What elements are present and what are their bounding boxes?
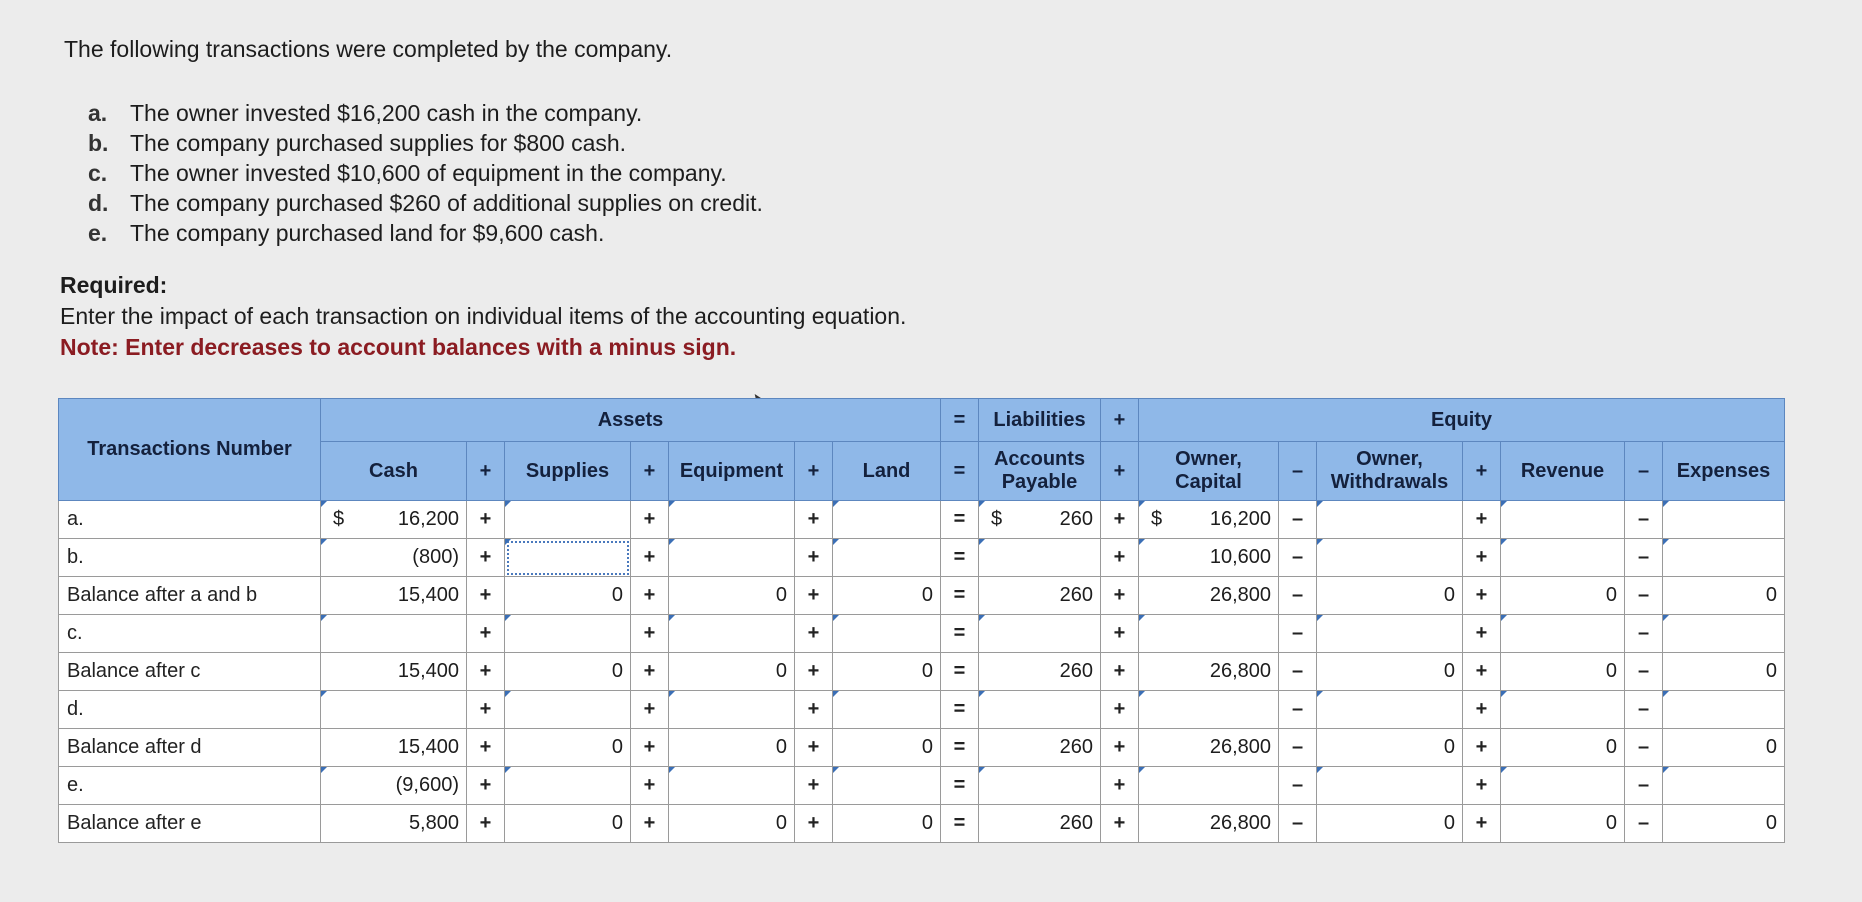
transaction-text: The company purchased supplies for $800 cash. [130,130,627,156]
transaction-item [88,158,763,188]
owner-withdrawals-input[interactable] [1317,539,1463,577]
revenue-input[interactable] [1501,691,1625,729]
plus-sign: + [631,615,669,653]
header-owner-capital [1139,442,1279,501]
header-plus: + [1101,399,1139,442]
supplies-input[interactable] [505,767,631,805]
cash-input[interactable] [321,501,467,539]
minus-sign: – [1279,767,1317,805]
revenue-input[interactable] [1501,501,1625,539]
transaction-letter: c. [88,160,108,186]
header-plus: + [795,442,833,501]
plus-sign: + [795,577,833,615]
plus-sign: + [631,767,669,805]
owner-withdrawals-value: 0 [1317,729,1463,767]
equals-sign: = [941,653,979,691]
minus-sign: – [1279,539,1317,577]
plus-sign: + [795,653,833,691]
header-plus: + [1101,442,1139,501]
required-heading: Required: [60,272,168,298]
plus-sign: + [631,729,669,767]
plus-sign: + [1463,767,1501,805]
header-revenue: Revenue [1501,442,1625,501]
accounts-payable-input[interactable] [979,501,1101,539]
header-accounts-payable [979,442,1101,501]
plus-sign: + [1463,691,1501,729]
plus-sign: + [1463,805,1501,843]
header-owner-withdrawals-line1: Owner, [1356,448,1423,470]
row-label: Balance after e [59,805,321,843]
accounts-payable-value: 260 [979,577,1101,615]
accounts-payable-value: 260 [979,805,1101,843]
supplies-input[interactable] [505,539,631,577]
header-transactions-number: Transactions Number [59,399,321,501]
transaction-text: The owner invested $16,200 cash in the company. [130,100,643,126]
table-row [59,501,1785,539]
plus-sign: + [795,767,833,805]
header-cash: Cash [321,442,467,501]
transaction-letter: e. [88,220,108,246]
land-input[interactable] [833,691,941,729]
plus-sign: + [1101,615,1139,653]
table-row [59,805,1785,843]
plus-sign: + [467,729,505,767]
accounts-payable-input[interactable] [979,691,1101,729]
minus-sign: – [1625,729,1663,767]
plus-sign: + [1101,501,1139,539]
cash-value: 15,400 [321,729,467,767]
owner-capital-value: 16,200 [1209,508,1271,530]
table-row [59,729,1785,767]
cash-value: 15,400 [321,577,467,615]
note-text: Note: Enter decreases to account balances with a minus sign. [60,334,737,360]
minus-sign: – [1625,501,1663,539]
plus-sign: + [795,615,833,653]
supplies-input[interactable] [505,615,631,653]
revenue-value: 0 [1501,577,1625,615]
plus-sign: + [1463,653,1501,691]
accounts-payable-value: 260 [979,653,1101,691]
plus-sign: + [1101,539,1139,577]
header-owner-withdrawals-line2: Withdrawals [1330,471,1449,493]
header-expenses: Expenses [1663,442,1785,501]
header-accounts-payable-line1: Accounts [993,448,1086,470]
land-value: 0 [833,577,941,615]
cash-value: 16,200 [397,508,459,530]
equals-sign: = [941,539,979,577]
transaction-text: The company purchased land for $9,600 cash. [130,220,605,246]
table-row [59,691,1785,729]
row-label: d. [59,691,321,729]
supplies-value: 0 [505,805,631,843]
header-equals: = [941,399,979,442]
table-row [59,767,1785,805]
owner-capital-input[interactable] [1139,501,1279,539]
minus-sign: – [1625,691,1663,729]
owner-capital-input[interactable] [1139,767,1279,805]
equals-sign: = [941,615,979,653]
row-label: b. [59,539,321,577]
land-input[interactable] [833,767,941,805]
plus-sign: + [631,577,669,615]
equipment-input[interactable] [669,615,795,653]
equals-sign: = [941,767,979,805]
transaction-item [88,128,763,158]
land-value: 0 [833,729,941,767]
minus-sign: – [1625,653,1663,691]
expenses-input[interactable] [1663,501,1785,539]
owner-withdrawals-input[interactable] [1317,501,1463,539]
minus-sign: – [1625,767,1663,805]
header-equity: Equity [1139,399,1785,442]
equals-sign: = [941,577,979,615]
plus-sign: + [795,539,833,577]
plus-sign: + [795,691,833,729]
equipment-input[interactable] [669,691,795,729]
header-liabilities: Liabilities [979,399,1101,442]
owner-capital-value: 26,800 [1139,577,1279,615]
owner-withdrawals-input[interactable] [1317,767,1463,805]
transaction-letter: a. [88,100,108,126]
equals-sign: = [941,729,979,767]
plus-sign: + [467,577,505,615]
expenses-value: 0 [1663,729,1785,767]
revenue-value: 0 [1501,805,1625,843]
owner-capital-value: 26,800 [1139,805,1279,843]
expenses-input[interactable] [1663,615,1785,653]
currency-symbol: $ [991,508,1003,530]
intro-text: The following transactions were completed by the company. [64,36,673,62]
plus-sign: + [795,729,833,767]
plus-sign: + [631,653,669,691]
expenses-input[interactable] [1663,539,1785,577]
equipment-input[interactable] [669,501,795,539]
equipment-value: 0 [669,805,795,843]
plus-sign: + [1463,729,1501,767]
plus-sign: + [467,501,505,539]
equipment-input[interactable] [669,539,795,577]
currency-symbol: $ [333,508,345,530]
plus-sign: + [631,539,669,577]
currency-symbol: $ [1151,508,1163,530]
minus-sign: – [1279,615,1317,653]
accounts-payable-input[interactable] [979,615,1101,653]
owner-capital-value: 26,800 [1139,729,1279,767]
plus-sign: + [467,653,505,691]
equals-sign: = [941,501,979,539]
plus-sign: + [1101,653,1139,691]
plus-sign: + [1463,615,1501,653]
header-equals: = [941,442,979,501]
owner-capital-input[interactable] [1139,615,1279,653]
land-value: 0 [833,805,941,843]
plus-sign: + [467,539,505,577]
plus-sign: + [631,501,669,539]
row-label: Balance after a and b [59,577,321,615]
plus-sign: + [1463,501,1501,539]
accounts-payable-input[interactable] [979,767,1101,805]
header-owner-withdrawals [1317,442,1463,501]
supplies-value: 0 [505,653,631,691]
minus-sign: – [1279,653,1317,691]
expenses-input[interactable] [1663,691,1785,729]
required-text: Enter the impact of each transaction on individual items of the accounting equation. [60,303,907,329]
plus-sign: + [467,691,505,729]
transaction-letter: d. [88,190,109,216]
revenue-input[interactable] [1501,615,1625,653]
plus-sign: + [1463,577,1501,615]
plus-sign: + [631,691,669,729]
revenue-input[interactable] [1501,767,1625,805]
table-row [59,577,1785,615]
supplies-value: 0 [505,729,631,767]
minus-sign: – [1625,805,1663,843]
header-owner-capital-line1: Owner, [1175,448,1242,470]
header-plus: + [467,442,505,501]
transaction-item [88,218,763,248]
cash-input[interactable] [321,615,467,653]
table-row [59,539,1785,577]
plus-sign: + [467,615,505,653]
header-assets: Assets [321,399,941,442]
equipment-value: 0 [669,729,795,767]
owner-capital-value: 26,800 [1139,653,1279,691]
equals-sign: = [941,691,979,729]
minus-sign: – [1625,615,1663,653]
owner-withdrawals-value: 0 [1317,577,1463,615]
revenue-input[interactable] [1501,539,1625,577]
land-input[interactable] [833,615,941,653]
plus-sign: + [467,805,505,843]
minus-sign: – [1279,577,1317,615]
plus-sign: + [1101,805,1139,843]
plus-sign: + [1101,767,1139,805]
land-input[interactable] [833,501,941,539]
minus-sign: – [1279,501,1317,539]
header-plus: + [1463,442,1501,501]
header-minus: – [1279,442,1317,501]
cash-input[interactable]: (800) [321,539,467,577]
land-value: 0 [833,653,941,691]
transaction-text: The company purchased $260 of additional supplies on credit. [130,190,763,216]
plus-sign: + [795,805,833,843]
table-row [59,615,1785,653]
equipment-value: 0 [669,653,795,691]
accounting-equation-table [58,398,1785,843]
owner-withdrawals-value: 0 [1317,805,1463,843]
equals-sign: = [941,805,979,843]
equipment-value: 0 [669,577,795,615]
equipment-input[interactable] [669,767,795,805]
minus-sign: – [1625,577,1663,615]
plus-sign: + [795,501,833,539]
minus-sign: – [1279,691,1317,729]
owner-capital-input[interactable] [1139,691,1279,729]
transaction-list [88,98,763,248]
expenses-value: 0 [1663,653,1785,691]
header-plus: + [631,442,669,501]
row-label: c. [59,615,321,653]
land-input[interactable] [833,539,941,577]
minus-sign: – [1279,805,1317,843]
plus-sign: + [1101,729,1139,767]
transaction-item [88,98,763,128]
accounts-payable-input[interactable] [979,539,1101,577]
cash-value: 5,800 [321,805,467,843]
revenue-value: 0 [1501,729,1625,767]
header-equipment: Equipment [669,442,795,501]
table-row [59,653,1785,691]
transaction-text: The owner invested $10,600 of equipment in the company. [130,160,727,186]
header-land: Land [833,442,941,501]
plus-sign: + [1463,539,1501,577]
cash-value: 15,400 [321,653,467,691]
row-label: Balance after d [59,729,321,767]
row-label: e. [59,767,321,805]
owner-withdrawals-input[interactable] [1317,615,1463,653]
minus-sign: – [1625,539,1663,577]
plus-sign: + [467,767,505,805]
cash-input[interactable] [321,691,467,729]
minus-sign: – [1279,729,1317,767]
accounts-payable-value: 260 [1059,508,1093,530]
header-supplies: Supplies [505,442,631,501]
supplies-value: 0 [505,577,631,615]
accounts-payable-value: 260 [979,729,1101,767]
expenses-value: 0 [1663,805,1785,843]
owner-capital-input[interactable]: 10,600 [1139,539,1279,577]
supplies-input[interactable] [505,691,631,729]
plus-sign: + [631,805,669,843]
expenses-input[interactable] [1663,767,1785,805]
row-label: Balance after c [59,653,321,691]
transaction-item [88,188,763,218]
cash-input[interactable]: (9,600) [321,767,467,805]
owner-withdrawals-value: 0 [1317,653,1463,691]
expenses-value: 0 [1663,577,1785,615]
transaction-letter: b. [88,130,109,156]
owner-withdrawals-input[interactable] [1317,691,1463,729]
header-minus: – [1625,442,1663,501]
header-owner-capital-line2: Capital [1175,471,1242,493]
header-accounts-payable-line2: Payable [1001,471,1078,493]
plus-sign: + [1101,577,1139,615]
revenue-value: 0 [1501,653,1625,691]
supplies-input[interactable] [505,501,631,539]
row-label: a. [59,501,321,539]
plus-sign: + [1101,691,1139,729]
